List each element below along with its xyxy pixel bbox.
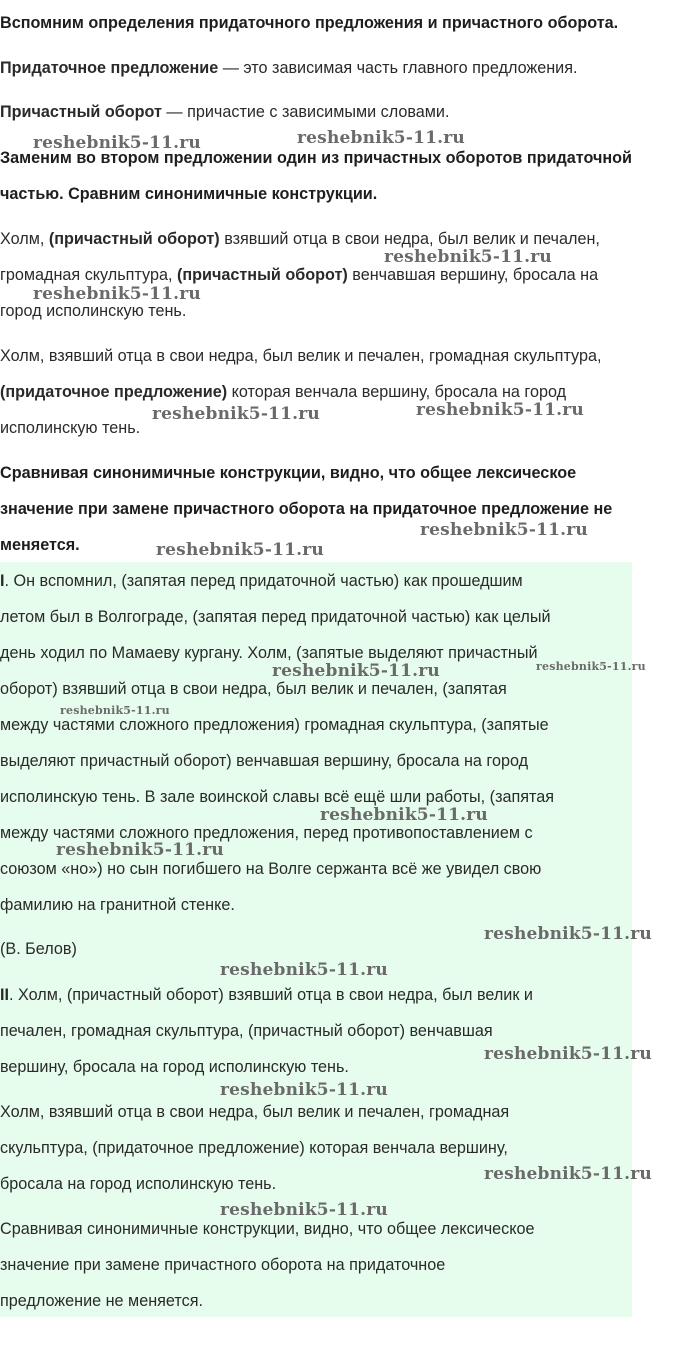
definition-participial-phrase	[0, 102, 449, 122]
watermark: reshebnik5-11.ru	[33, 284, 201, 304]
watermark: reshebnik5-11.ru	[320, 805, 488, 825]
text: Холм,	[0, 230, 49, 248]
example-1-line	[0, 265, 598, 285]
definition-subordinate-clause	[0, 58, 577, 78]
part-1-line: между частями сложного предложения, перед противопоставлением с	[0, 824, 533, 842]
part-2-line: значение при замене причастного оборота на придаточное	[0, 1256, 446, 1274]
watermark: reshebnik5-11.ru	[384, 247, 552, 267]
part-number: I	[0, 572, 5, 590]
text: взявший отца в свои недра, был велик и печален,	[219, 230, 600, 248]
example-2-line: Холм, взявший отца в свои недра, был велик и печален, громадная скульптура,	[0, 347, 602, 365]
annotation: (придаточное предложение)	[0, 383, 228, 401]
watermark: reshebnik5-11.ru	[484, 1044, 652, 1064]
watermark: reshebnik5-11.ru	[536, 660, 646, 673]
watermark: reshebnik5-11.ru	[416, 400, 584, 420]
definition-text: — это зависимая часть главного предложения.	[218, 59, 578, 77]
conclusion-text: Сравнивая синонимичные конструкции, видно, что общее лексическое	[0, 464, 577, 482]
watermark: reshebnik5-11.ru	[297, 128, 465, 148]
example-2-line: исполинскую тень.	[0, 419, 141, 437]
part-1-line: день ходил по Мамаеву кургану. Холм, (запятые выделяют причастный	[0, 644, 538, 662]
definition-term: Причастный оборот	[0, 103, 162, 121]
part-2-line: Сравнивая синонимичные конструкции, видно, что общее лексическое	[0, 1220, 535, 1238]
part-1-line: фамилию на гранитной стенке.	[0, 896, 235, 914]
part-2-line: печален, громадная скульптура, (причастный оборот) венчавшая	[0, 1022, 493, 1040]
part-2-line: бросала на город исполинскую тень.	[0, 1175, 277, 1193]
watermark: reshebnik5-11.ru	[60, 704, 170, 717]
watermark: reshebnik5-11.ru	[220, 960, 388, 980]
part-2-line: предложение не меняется.	[0, 1292, 203, 1310]
part-2-line: вершину, бросала на город исполинскую тень.	[0, 1058, 349, 1076]
author-attribution: (В. Белов)	[0, 940, 77, 958]
watermark: reshebnik5-11.ru	[420, 520, 588, 540]
part-1-line	[0, 571, 523, 591]
watermark: reshebnik5-11.ru	[220, 1200, 388, 1220]
watermark: reshebnik5-11.ru	[56, 840, 224, 860]
part-2-line: скульптура, (придаточное предложение) которая венчала вершину,	[0, 1139, 508, 1157]
conclusion-text: значение при замене причастного оборота на придаточное предложение не	[0, 500, 613, 518]
watermark: reshebnik5-11.ru	[484, 1164, 652, 1184]
task-text: Заменим во втором предложении один из причастных оборотов придаточной	[0, 149, 632, 167]
text: которая венчала вершину, бросала на город	[227, 383, 567, 401]
text: венчавшая вершину, бросала на	[347, 266, 599, 284]
part-2-line: Холм, взявший отца в свои недра, был велик и печален, громадная	[0, 1103, 510, 1121]
definition-text: — причастие с зависимыми словами.	[161, 103, 450, 121]
watermark: reshebnik5-11.ru	[156, 540, 324, 560]
example-2-line	[0, 382, 566, 402]
watermark: reshebnik5-11.ru	[220, 1080, 388, 1100]
part-1-line: выделяют причастный оборот) венчавшая вершину, бросала на город	[0, 752, 529, 770]
conclusion-text: меняется.	[0, 536, 80, 554]
text: . Он вспомнил, (запятая перед придаточной частью) как прошедшим	[4, 572, 523, 590]
example-1-line: город исполинскую тень.	[0, 302, 187, 320]
part-2-line	[0, 985, 533, 1005]
part-1-line: оборот) взявший отца в свои недра, был велик и печален, (запятая	[0, 680, 507, 698]
definition-term: Придаточное предложение	[0, 59, 219, 77]
watermark: reshebnik5-11.ru	[484, 924, 652, 944]
watermark: reshebnik5-11.ru	[272, 661, 440, 681]
part-1-line: исполинскую тень. В зале воинской славы всё ещё шли работы, (запятая	[0, 788, 555, 806]
part-1-line: летом был в Волгограде, (запятая перед придаточной частью) как целый	[0, 608, 551, 626]
part-1-line: между частями сложного предложения) громадная скульптура, (запятые	[0, 716, 549, 734]
intro-heading: Вспомним определения придаточного предложения и причастного оборота.	[0, 14, 619, 32]
annotation: (причастный оборот)	[48, 230, 220, 248]
annotation: (причастный оборот)	[176, 266, 348, 284]
part-number: II	[0, 986, 9, 1004]
text: громадная скульптура,	[0, 266, 177, 284]
watermark: reshebnik5-11.ru	[152, 404, 320, 424]
text: . Холм, (причастный оборот) взявший отца в свои недра, был велик и	[9, 986, 533, 1004]
example-1-line	[0, 229, 600, 249]
part-1-line: союзом «но») но сын погибшего на Волге сержанта всё же увидел свою	[0, 860, 542, 878]
watermark: reshebnik5-11.ru	[33, 133, 201, 153]
task-text: частью. Сравним синонимичные конструкции.	[0, 185, 378, 203]
